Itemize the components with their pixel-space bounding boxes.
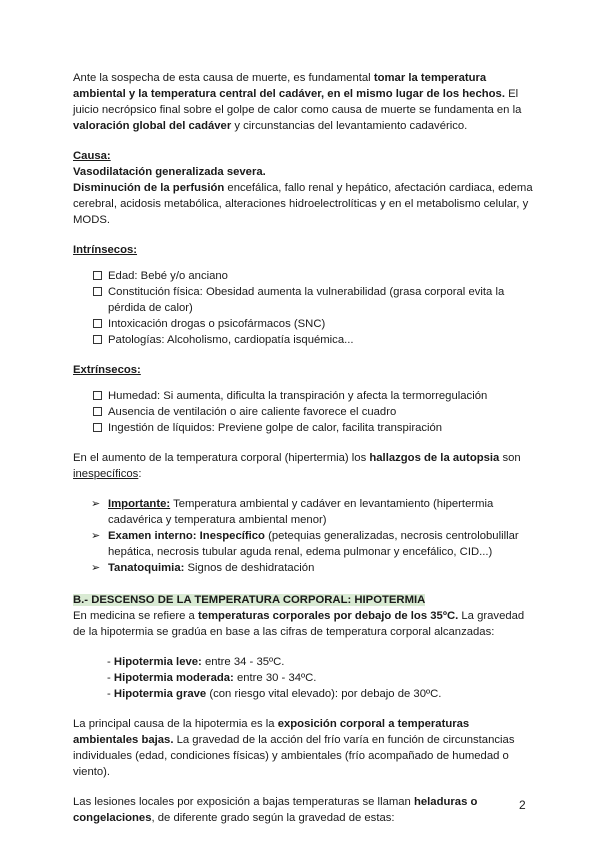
intro-bold-2: valoración global del cadáver: [73, 120, 232, 132]
list-item: ➢ Examen interno: Inespecífico (petequias generalizadas, necrosis centrolobulillar hepática, necrosis tubular aguda renal, edema pulmonar y encefálico, CID...): [91, 530, 519, 558]
intro-paragraph: [73, 70, 533, 134]
section-title: B.- DESCENSO DE LA TEMPERATURA CORPORAL: HIPOTERMIA: [73, 594, 426, 606]
causa-hipotermia-paragraph: La principal causa de la hipotermia es la exposición corporal a temperaturas ambientales bajas. La gravedad de la acción del frío varía en función de circunstancias individuales (edad, condiciones físicas) y ambientales (frío acompañado de humedad o viento).: [73, 718, 515, 778]
list-item: Patologías: Alcoholismo, cardiopatía isquémica...: [93, 332, 533, 348]
extrinsecos-list: [73, 388, 533, 436]
causa-line1: Vasodilatación generalizada severa.: [73, 166, 266, 178]
list-item: - Hipotermia grave (con riesgo vital elevado): por debajo de 30ºC.: [107, 688, 442, 700]
intro-bold-1: tomar la temperatura ambiental y la temperatura central del cadáver, en el mismo lugar de los hechos.: [73, 72, 505, 100]
list-item: Ingestión de líquidos: Previene golpe de calor, facilita transpiración: [93, 420, 533, 436]
causa-bold: Disminución de la perfusión: [73, 182, 225, 194]
list-item: Ausencia de ventilación o aire caliente favorece el cuadro: [93, 404, 533, 420]
hipotermia-grades-list: [73, 654, 533, 702]
list-item: Humedad: Si aumenta, dificulta la transpiración y afecta la termorregulación: [93, 388, 533, 404]
hallazgos-paragraph: En el aumento de la temperatura corporal (hipertermia) los hallazgos de la autopsia son inespecíficos:: [73, 452, 521, 480]
section-b-paragraph: En medicina se refiere a temperaturas corporales por debajo de los 35ºC. La gravedad de la hipotermia se gradúa en base a las cifras de temperatura corporal alcanzadas:: [73, 610, 525, 638]
section-b-heading: [73, 592, 533, 608]
checkbox-icon[interactable]: [93, 335, 102, 344]
page-number: 2: [519, 798, 526, 812]
hallazgos-list: [73, 496, 533, 576]
causa-paragraph: [73, 180, 533, 228]
causa-text: encefálica, fallo renal y hepático, afectación cardiaca, edema cerebral, acidosis metabólica, alteraciones hidroelectrolíticas y en el metabolismo celular, y MODS.: [73, 182, 533, 226]
list-item: Constitución física: Obesidad aumenta la vulnerabilidad (grasa corporal evita la pérdida de calor): [93, 284, 533, 316]
list-item: ➢ Importante: Temperatura ambiental y cadáver en levantamiento (hipertermia cadavérica y temperatura ambiental menor): [91, 498, 494, 526]
checkbox-icon[interactable]: [93, 423, 102, 432]
list-item: Intoxicación drogas o psicofármacos (SNC): [93, 316, 533, 332]
list-item: Edad: Bebé y/o anciano: [93, 268, 533, 284]
arrow-bullet-icon: ➢: [91, 530, 101, 542]
checkbox-icon[interactable]: [93, 287, 102, 296]
checkbox-icon[interactable]: [93, 271, 102, 280]
list-item: - Hipotermia moderada: entre 30 - 34ºC.: [107, 672, 317, 684]
causa-heading: Causa:: [73, 150, 111, 162]
lesiones-paragraph: Las lesiones locales por exposición a bajas temperaturas se llaman heladuras o congelaciones, de diferente grado según la gravedad de estas:: [73, 796, 478, 824]
checkbox-icon[interactable]: [93, 407, 102, 416]
checkbox-icon[interactable]: [93, 319, 102, 328]
checkbox-icon[interactable]: [93, 391, 102, 400]
intro-text-1: Ante la sospecha de esta causa de muerte, es fundamental: [73, 72, 374, 84]
intro-text-2: El juicio necrópsico final sobre el golpe de calor como causa de muerte se fundamenta en la: [73, 88, 522, 116]
list-item: - Hipotermia leve: entre 34 - 35ºC.: [107, 656, 285, 668]
list-item: ➢ Tanatoquimia: Signos de deshidratación: [91, 562, 315, 574]
page-content: [73, 70, 533, 826]
intrinsecos-heading: Intrínsecos:: [73, 244, 138, 256]
intro-text-3: y circunstancias del levantamiento cadavérico.: [231, 120, 468, 132]
intrinsecos-list: [73, 268, 533, 348]
arrow-bullet-icon: ➢: [91, 498, 101, 510]
extrinsecos-heading: Extrínsecos:: [73, 364, 141, 376]
arrow-bullet-icon: ➢: [91, 562, 101, 574]
